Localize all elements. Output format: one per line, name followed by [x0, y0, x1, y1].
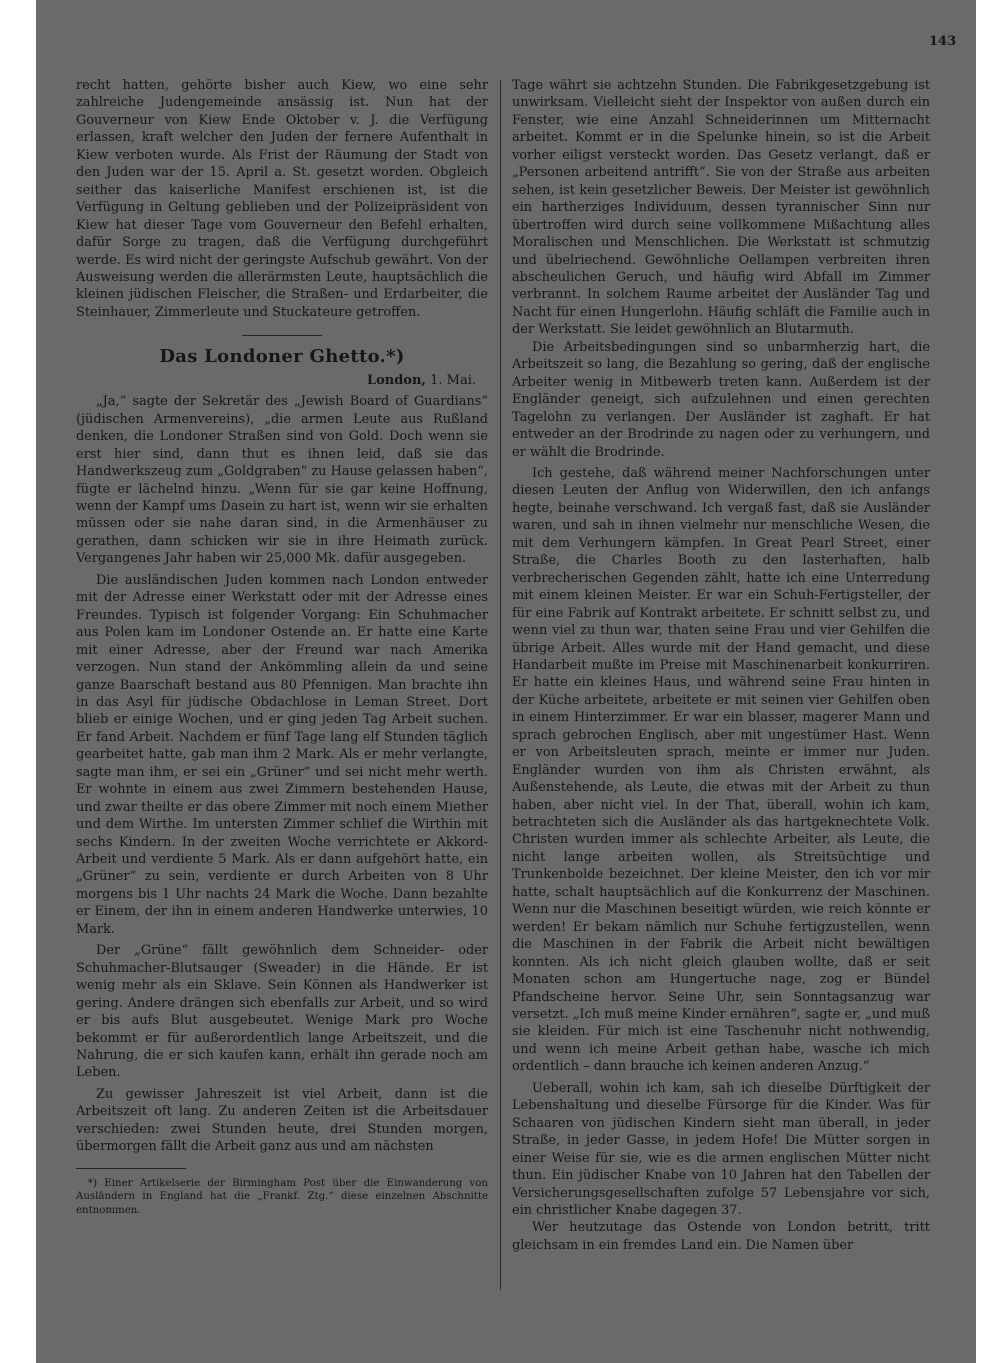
article-paragraph: Tage währt sie achtzehn Stunden. Die Fabrikgesetzgebung ist unwirksam. Vielleicht sieht der Inspektor von außen durch ein Fenster, wie eine Anzahl Schneiderinnen um Mitternacht arbeitet. Kommt er in die Spelunke hinein, so ist die Arbeit vorher eiligst versteckt worden. Das Gesetz verlangt, daß er „Personen arbeitend antrifft“. Sie von der Straße aus arbeiten sehen, ist kein gesetzlicher Beweis. Der Meister ist gewöhnlich ein hartherziges Individuum, dessen tyrannischer Sinn nur übertroffen wird durch seine vollkommene Mißachtung alles Moralischen und Menschlichen. Die Werkstatt ist schmutzig und übelriechend. Gewöhnliche Oellampen verbreiten ihren abscheulichen Geruch, und häufig wird Abfall im Zimmer verbrannt. In solchem Raume arbeitet der Ausländer Tag und Nacht für einen Hungerlohn. Häufig schläft die Familie auch in der Werkstatt. Sie leidet gewöhnlich an Blutarmuth. — [512, 78, 930, 338]
dateline-place: London, — [366, 372, 426, 388]
article-heading: Das Londoner Ghetto.*) — [159, 346, 405, 368]
left-column — [76, 77, 488, 1217]
dateline-date: 1. Mai. — [425, 372, 476, 388]
page-number: 143 — [929, 34, 957, 49]
intro-paragraph: recht hatten, gehörte bisher auch Kiew, wo eine sehr zahlreiche Judengemeinde ansässig ist. Nun hat der Gouverneur von Kiew Ende Oktober v. J. die Verfügung erlassen, kraft welcher den Juden der fernere Aufenthalt in Kiew verboten wurde. Als Frist der Räumung der Stadt von den Juden war der 15. April a. St. gesetzt worden. Obgleich seither das kaiserliche Manifest erschienen ist, ist die Verfügung in Geltung geblieben und der Polizeipräsident von Kiew hat dieser Tage vom Gouverneur den Befehl erhalten, dafür Sorge zu tragen, daß die Verfügung durchgeführt werde. Es wird nicht der geringste Aufschub gewährt. Von der Ausweisung werden die allerärmsten Leute, hauptsächlich die kleinen jüdischen Fleischer, die Straßen- und Erdarbeiter, die Steinhauer, Zimmerleute und Stuckateure getroffen. — [76, 78, 488, 320]
section-divider — [242, 335, 322, 336]
article-paragraph: Die ausländischen Juden kommen nach London entweder mit der Adresse einer Werkstatt oder mit der Adresse eines Freundes. Typisch ist folgender Vorgang: Ein Schuhmacher aus Polen kam im Londoner Ostende an. Er hatte eine Karte mit einer Adresse, aber der Freund war nach Amerika verzogen. Nun stand der Ankömmling allein da und seine ganze Baarschaft bestand aus 80 Pfennigen. Man brachte ihn in das Asyl für jüdische Obdachlose in Leman Street. Dort blieb er einige Wochen, und er ging jeden Tag Arbeit suchen. Er fand Arbeit. Nachdem er fünf Tage lang elf Stunden täglich gearbeitet hatte, gab man ihm 2 Mark. Als er mehr verlangte, sagte man ihm, er sei ein „Grüner“ und sei nicht mehr werth. Er wohnte in einem aus zwei Zimmern bestehenden Hause, und zwar theilte er das obere Zimmer mit noch einem Miether und dem Wirthe. Im untersten Zimmer schlief die Wirthin mit sechs Kindern. In der zweiten Woche verrichtete er Akkord-Arbeit und verdiente 5 Mark. Als er dann aufgehört hatte, ein „Grüner“ zu sein, verdiente er durch Arbeiten von 8 Uhr morgens bis 1 Uhr nachts 24 Mark die Woche. Dann bezahlte er Einem, der ihn in einem anderen Handwerke unterwies, 10 Mark. — [76, 572, 488, 937]
article-paragraph: Wer heutzutage das Ostende von London betritt, tritt gleichsam in ein fremdes Land ein. Die Namen über — [512, 1220, 930, 1253]
article-paragraph: Zu gewisser Jahreszeit ist viel Arbeit, dann ist die Arbeitszeit oft lang. Zu anderen Zeiten ist die Arbeitsdauer verschieden: zwei Stunden heute, drei Stunden morgen, übermorgen fällt die Arbeit ganz aus und am nächsten — [76, 1086, 488, 1155]
column-divider — [500, 80, 501, 1290]
newspaper-page — [36, 0, 976, 1363]
article-paragraph: Ueberall, wohin ich kam, sah ich dieselbe Dürftigkeit der Lebenshaltung und dieselbe Fürsorge für die Kinder. Was für Schaaren von jüdischen Kindern sieht man überall, in jeder Straße, in jeder Gasse, in jedem Hofe! Die Mütter sorgen in einer Weise für sie, wie es die armen englischen Mütter nicht thun. Ein jüdischer Knabe von 10 Jahren hat den Tabellen der Versicherungsgesellschaften zufolge 57 Lebensjahre vor sich, ein christlicher Knabe dagegen 37. — [512, 1080, 930, 1218]
article-paragraph: Ich gestehe, daß während meiner Nachforschungen unter diesen Leuten der Anflug von Widerwillen, den ich anfangs hegte, beinahe verschwand. Ich vergaß fast, daß sie Ausländer waren, und sah in ihnen vielmehr nur menschliche Wesen, die mit dem Verhungern kämpfen. In Great Pearl Street, einer Straße, die Charles Booth zu den lasterhaften, halb verbrecherischen Gegenden zählt, hatte ich eine Unterredung mit einem kleinen Meister. Er war ein Schuh-Fertigsteller, der für eine Fabrik auf Kontrakt arbeitete. Er schnitt selbst zu, und wenn viel zu thun war, thaten seine Frau und vier Gehilfen die übrige Arbeit. Alles wurde mit der Hand gemacht, und diese Handarbeit mußte im Preise mit Maschinenarbeit konkurriren. Er hatte ein kleines Haus, und während seine Frau hinten in der Küche arbeitete, arbeitete er mit seinen vier Gehilfen oben in einem Hinterzimmer. Er war ein blasser, magerer Mann und sprach gebrochen Englisch, aber mit ungestümer Hast. Wenn er von Arbeitsleuten sprach, meinte er immer nur Juden. Engländer wurden von ihm als Christen erwähnt, als Außenstehende, als Leute, die etwas mit der Arbeit zu thun haben, aber nicht viel. In der That, überall, wohin ich kam, betrachteten sich die Ausländer als das hartgeknechtete Volk. Christen wurden immer als schlechte Arbeiter, als Leute, die nicht lange arbeiten wollen, als Streitsüchtige und Trunkenbolde bezeichnet. Der kleine Meister, den ich vor mir hatte, schalt hauptsächlich auf die Konkurrenz der Maschinen. Wenn nur die Maschinen beseitigt würden, wie reich könnte er werden! Er bekam nämlich nur Schuhe fertigzustellen, wenn die Maschinen in der Fabrik die Arbeit nicht bewältigen konnten. Als ich nicht gleich glauben wollte, daß er seit Monaten schon am Hungertuche nage, zog er Bündel Pfandscheine hervor. Seine Uhr, sein Sonntagsanzug war versetzt. „Ich muß meine Kinder ernähren“, sagte er, „und muß sie kleiden. Für mich ist eine Taschenuhr nicht nothwendig, und wenn ich meine Arbeit gethan habe, wasche ich mich ordentlich – dann brauche ich keinen anderen Anzug.“ — [512, 465, 930, 1075]
right-column — [512, 77, 930, 1254]
footnote-divider — [76, 1168, 186, 1169]
dateline — [76, 372, 476, 389]
article-paragraph: Die Arbeitsbedingungen sind so unbarmherzig hart, die Arbeitszeit so lang, die Bezahlung so gering, daß der englische Arbeiter wenig in Mitbewerb treten kann. Außerdem ist der Engländer geneigt, sich aufzulehnen und einen gerechten Tagelohn zu verlangen. Der Ausländer ist zaghaft. Er hat entweder an der Brodrinde zu nagen oder zu verhungern, und er wählt die Brodrinde. — [512, 339, 930, 460]
article-paragraph: Der „Grüne“ fällt gewöhnlich dem Schneider- oder Schuhmacher-Blutsauger (Sweader) in die Hände. Er ist wenig mehr als ein Sklave. Sein Können als Handwerker ist gering. Andere drängen sich ebenfalls zur Arbeit, und so wird er bis aufs Blut ausgebeutet. Wenige Mark pro Woche bekommt er für außerordentlich lange Arbeitszeit, und die Nahrung, die er sich kaufen kann, erhält ihn gerade noch am Leben. — [76, 943, 488, 1081]
footnote: *) Einer Artikelserie der Birmingham Post über die Einwanderung von Ausländern in England hat die „Frankf. Ztg.“ diese einzelnen Abschnitte entnommen. — [76, 1177, 488, 1216]
article-paragraph: „Ja,“ sagte der Sekretär des „Jewish Board of Guardians“ (jüdischen Armenvereins), „die armen Leute aus Rußland denken, die Londoner Straßen sind von Gold. Doch wenn sie erst hier sind, dann thut es ihnen leid, daß sie das Handwerkszeug zum „Goldgraben“ zu Hause gelassen haben“, fügte er lächelnd hinzu. „Wenn für sie gar keine Hoffnung, wenn der Kampf ums Dasein zu hart ist, wenn wir sie erhalten müssen oder sie nahe daran sind, in die Armenhäuser zu gerathen, dann schicken wir sie in ihre Heimath zurück. Vergangenes Jahr haben wir 25,000 Mk. dafür ausgegeben. — [76, 394, 488, 567]
